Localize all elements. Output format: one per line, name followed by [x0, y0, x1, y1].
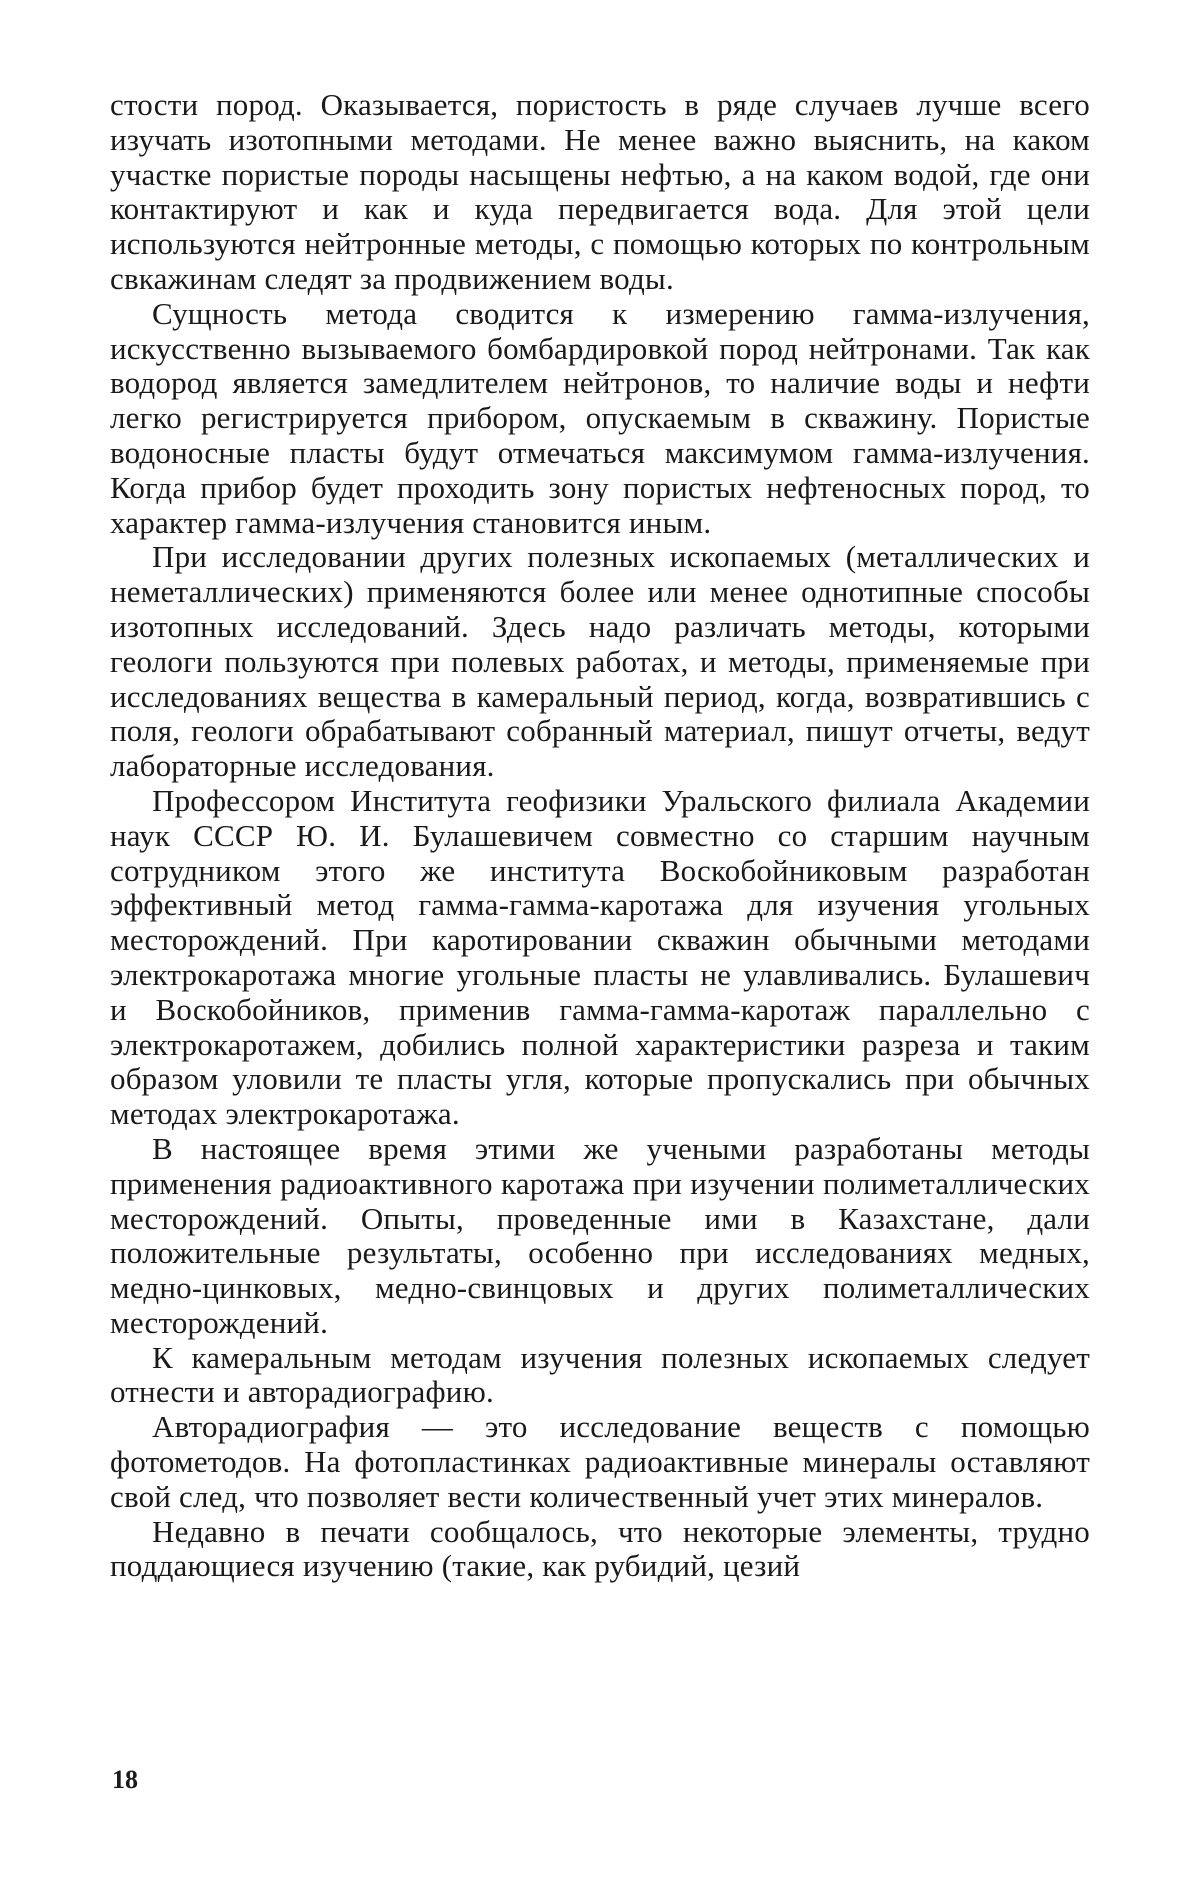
paragraph-7: Авторадиография — это исследование веществ с помощью фотометодов. На фотопластинках радиоактивные минералы оставляют свой след, что позволяет вести количественный учет этих минералов.: [110, 1409, 1090, 1514]
paragraph-3: При исследовании других полезных ископаемых (металлических и неметаллических) применяются более или менее однотипные способы изотопных исследований. Здесь надо различать методы, которыми геологи пользуются при полевых работах, и методы, применяемые при исследованиях вещества в камеральный период, когда, возвратившись с поля, геологи обрабатывают собранный материал, пишут отчеты, ведут лабораторные исследования.: [110, 539, 1090, 784]
paragraph-4: Профессором Института геофизики Уральского филиала Академии наук СССР Ю. И. Булашевичем совместно со старшим научным сотрудником этого же института Воскобойниковым разработан эффективный метод гамма-гамма-каротажа для изучения угольных месторождений. При каротировании скважин обычными методами электрокаротажа многие угольные пласты не улавливались. Булашевич и Воскобойников, применив гамма-гамма-каротаж параллельно с электрокаротажем, добились полной характеристики разреза и таким образом уловили те пласты угля, которые пропускались при обычных методах электрокаротажа.: [110, 782, 1090, 1132]
paragraph-6: К камеральным методам изучения полезных ископаемых следует отнести и авторадиографию.: [110, 1339, 1090, 1410]
paragraph-5: В настоящее время этими же учеными разработаны методы применения радиоактивного каротажа при изучении полиметаллических месторождений. Опыты, проведенные ими в Казахстане, дали положительные результаты, особенно при исследованиях медных, медно-цинковых, медно-свинцовых и других полиметаллических месторождений.: [110, 1130, 1090, 1340]
paragraph-1: стости пород. Оказывается, пористость в ряде случаев лучше всего изучать изотопными методами. Не менее важно выяснить, на каком участке пористые породы насыщены нефтью, а на каком водой, где они контактируют и как и куда передвигается вода. Для этой цели используются нейтронные методы, с помощью которых по контрольным свкажинам следят за продвижением воды.: [110, 87, 1090, 296]
page-number: 18: [112, 1765, 138, 1794]
paragraph-8: Недавно в печати сообщалось, что некоторые элементы, трудно поддающиеся изучению (такие, как рубидий, цезий: [110, 1513, 1090, 1584]
body-text: [110, 88, 1090, 1584]
paragraph-2: Сущность метода сводится к измерению гамма-излучения, искусственно вызываемого бомбардировкой пород нейтронами. Так как водород является замедлителем нейтронов, то наличие воды и нефти легко регистрируется прибором, опускаемым в скважину. Пористые водоносные пласты будут отмечаться максимумом гамма-излучения. Когда прибор будет проходить зону пористых нефтеносных пород, то характер гамма-излучения становится иным.: [110, 295, 1090, 540]
